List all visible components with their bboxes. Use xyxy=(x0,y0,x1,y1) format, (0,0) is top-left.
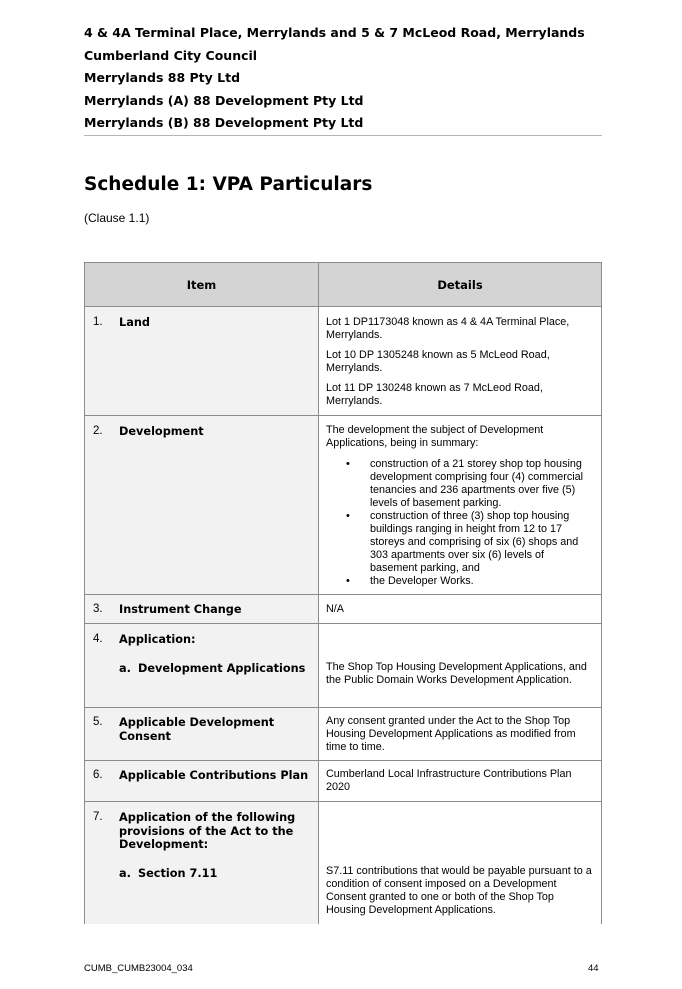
details-text: N/A xyxy=(326,603,344,615)
header-developer-a: Merrylands (A) 88 Development Pty Ltd xyxy=(84,92,364,108)
land-parcel: Lot 1 DP1173048 known as 4 & 4A Terminal Place, Merrylands. xyxy=(326,316,570,341)
development-list xyxy=(326,458,593,588)
item-number: 5. xyxy=(93,716,103,728)
sub-item-number: a. xyxy=(119,661,131,675)
item-label: Applicable Contributions Plan xyxy=(119,769,309,782)
item-number: 3. xyxy=(93,603,103,615)
header-developer: Merrylands 88 Pty Ltd xyxy=(84,70,241,85)
details-cell xyxy=(319,708,602,761)
development-summary: The development the subject of Development Applications, being in summary: xyxy=(326,424,544,449)
details-cell xyxy=(319,595,602,624)
sub-item-label: Section 7.11 xyxy=(138,866,218,880)
document-header xyxy=(84,22,602,136)
item-cell xyxy=(85,624,319,708)
footer-page-number: 44 xyxy=(588,963,599,974)
column-header-details: Details xyxy=(319,263,602,307)
list-item: • construction of three (3) shop top housing buildings ranging in height from 12 to 17 storeys and comprising of six (6) shops and 303 apartments over six (6) levels of basement parking, and xyxy=(346,510,579,574)
table-row xyxy=(85,307,602,416)
item-number: 6. xyxy=(93,769,103,781)
table-row xyxy=(85,802,602,924)
item-label: Application: xyxy=(119,633,196,646)
item-label: Development xyxy=(119,425,204,438)
item-number: 4. xyxy=(93,633,103,645)
item-cell xyxy=(85,708,319,761)
details-text: S7.11 contributions that would be payable pursuant to a condition of consent imposed on a Development Consent granted to one or both of the Shop Top Housing Development Applications. xyxy=(326,865,592,916)
item-number: 7. xyxy=(93,811,103,823)
details-text: Any consent granted under the Act to the Shop Top Housing Development Applications as modified from time to time. xyxy=(326,715,576,753)
table-row xyxy=(85,624,602,708)
sub-item-number: a. xyxy=(119,866,131,880)
details-cell xyxy=(319,307,602,416)
item-cell xyxy=(85,595,319,624)
header-property-address: 4 & 4A Terminal Place, Merrylands and 5 & 7 McLeod Road, Merrylands xyxy=(84,25,585,40)
item-label: Instrument Change xyxy=(119,603,242,616)
details-cell xyxy=(319,624,602,708)
item-label: Land xyxy=(119,316,150,329)
header-developer-b: Merrylands (B) 88 Development Pty Ltd xyxy=(84,115,364,130)
item-label: Applicable Development Consent xyxy=(119,716,275,743)
item-cell xyxy=(85,416,319,595)
table-row xyxy=(85,416,602,595)
header-council: Cumberland City Council xyxy=(84,47,258,63)
details-text: Cumberland Local Infrastructure Contributions Plan 2020 xyxy=(326,768,572,793)
item-cell xyxy=(85,761,319,802)
list-item: • construction of a 21 storey shop top housing development comprising four (4) commercial tenancies and 236 apartments over five (5) levels of basement parking. xyxy=(346,458,584,509)
table-row xyxy=(85,595,602,624)
item-label: Application of the following provisions of the Act to the Development: xyxy=(119,811,296,851)
details-text: The Shop Top Housing Development Applications, and the Public Domain Works Development Application. xyxy=(326,661,587,686)
schedule-title: Schedule 1: VPA Particulars xyxy=(84,174,373,195)
vpa-particulars-table xyxy=(84,262,602,924)
table-row xyxy=(85,761,602,802)
column-header-item: Item xyxy=(85,263,319,307)
item-cell xyxy=(85,307,319,416)
details-cell xyxy=(319,802,602,924)
table-header-row xyxy=(85,263,602,307)
table-row xyxy=(85,708,602,761)
item-number: 2. xyxy=(93,425,103,437)
clause-reference: (Clause 1.1) xyxy=(84,211,150,225)
sub-item-label: Development Applications xyxy=(138,661,306,675)
details-cell xyxy=(319,761,602,802)
header-divider xyxy=(84,135,602,136)
land-parcel: Lot 11 DP 130248 known as 7 McLeod Road, Merrylands. xyxy=(326,382,543,407)
footer-document-reference: CUMB_CUMB23004_034 xyxy=(84,963,193,974)
item-cell xyxy=(85,802,319,924)
item-number: 1. xyxy=(93,316,103,328)
list-item: • the Developer Works. xyxy=(346,575,474,587)
details-cell xyxy=(319,416,602,595)
land-parcel: Lot 10 DP 1305248 known as 5 McLeod Road, Merrylands. xyxy=(326,349,550,374)
